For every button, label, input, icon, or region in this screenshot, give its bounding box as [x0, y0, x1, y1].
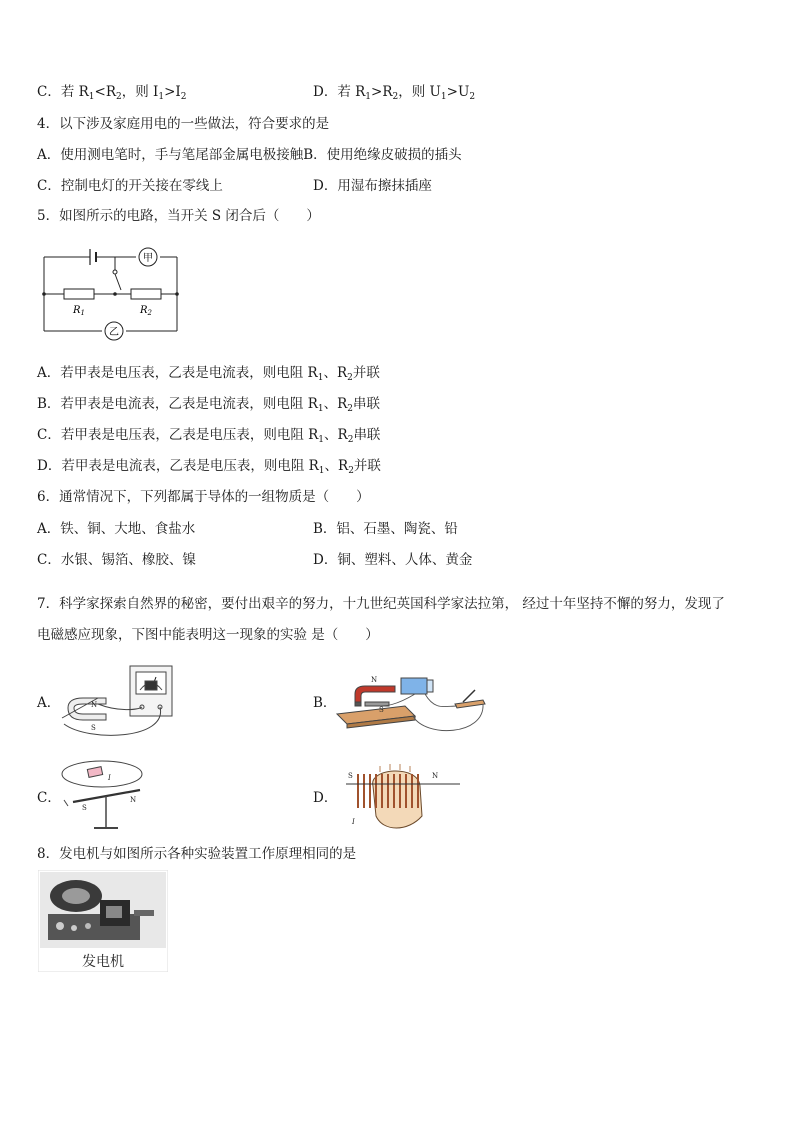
- q6-option-a: A．铁、铜、大地、食盐水: [37, 521, 196, 537]
- q7-figure-a: [58, 662, 183, 742]
- q7-label-b: B．: [313, 695, 337, 711]
- q7-stem-line2: 电磁感应现象，下图中能表明这一现象的实验 是（ ）: [37, 627, 379, 643]
- svg-text:S: S: [379, 706, 384, 714]
- meter-jia-label: 甲: [143, 253, 153, 264]
- q6-option-b: B．铝、石墨、陶瓷、铅: [313, 521, 458, 537]
- q7-label-c: C．: [37, 790, 61, 806]
- q5-option-c: C．若甲表是电压表，乙表是电压表，则电阻 $R_1$、$R_2$串联: [37, 427, 381, 445]
- svg-text:S: S: [91, 724, 96, 732]
- q5-option-b: B．若甲表是电流表，乙表是电流表，则电阻 $R_1$、$R_2$串联: [37, 396, 381, 414]
- q4-option-d: D．用湿布擦抹插座: [313, 178, 432, 194]
- q8-caption: 发电机: [82, 954, 124, 970]
- q6-option-d: D．铜、塑料、人体、黄金: [313, 552, 473, 568]
- svg-text:I: I: [108, 774, 111, 782]
- q8-stem: 8．发电机与如图所示各种实验装置工作原理相同的是: [37, 846, 357, 862]
- resistor-r2-label: $R_2$: [140, 305, 152, 317]
- q5-option-a: A．若甲表是电压表，乙表是电流表，则电阻 $R_1$、$R_2$并联: [37, 365, 380, 383]
- q7-figure-d: [338, 756, 463, 836]
- svg-text:N: N: [130, 796, 137, 804]
- meter-yi-label: 乙: [109, 327, 119, 338]
- svg-text:N: N: [91, 701, 98, 709]
- q7-figure-c: [58, 754, 158, 834]
- svg-text:S: S: [348, 772, 353, 780]
- q4-option-c: C．控制电灯的开关接在零线上: [37, 178, 223, 194]
- q4-stem: 4．以下涉及家庭用电的一些做法，符合要求的是: [37, 116, 330, 132]
- q5-stem: 5．如图所示的电路，当开关 S 闭合后（ ）: [37, 208, 320, 224]
- q6-option-c: C．水银、锡箔、橡胶、镍: [37, 552, 196, 568]
- resistor-r1-label: $R_1$: [73, 305, 85, 317]
- q5-circuit-diagram: [38, 243, 188, 343]
- q7-label-a: A．: [37, 695, 61, 711]
- q7-label-d: D．: [313, 790, 338, 806]
- q6-stem: 6．通常情况下，下列都属于导体的一组物质是（ ）: [37, 489, 370, 505]
- q4-option-b: B．使用绝缘皮破损的插头: [303, 147, 462, 163]
- svg-text:N: N: [432, 772, 439, 780]
- q7-figure-b: [335, 666, 490, 738]
- q4-option-a: A．使用测电笔时，手与笔尾部金属电极接触: [37, 147, 304, 163]
- svg-text:I: I: [352, 818, 355, 826]
- svg-text:S: S: [82, 804, 87, 812]
- q8-generator-photo: [38, 870, 168, 972]
- q5-option-d: D．若甲表是电流表，乙表是电压表，则电阻 $R_1$、$R_2$并联: [37, 458, 381, 476]
- q3-option-c: C．若 $R_1<R_2$，则 $I_1>I_2$: [37, 84, 187, 102]
- svg-text:N: N: [371, 676, 378, 684]
- q4-option-a-b: [37, 146, 462, 164]
- q7-stem-line1: 7．科学家探索自然界的秘密，要付出艰辛的努力，十九世纪英国科学家法拉第， 经过十年坚持不懈的努力，发现了: [37, 596, 725, 612]
- q3-option-d: D．若 $R_1>R_2$，则 $U_1>U_2$: [313, 84, 476, 102]
